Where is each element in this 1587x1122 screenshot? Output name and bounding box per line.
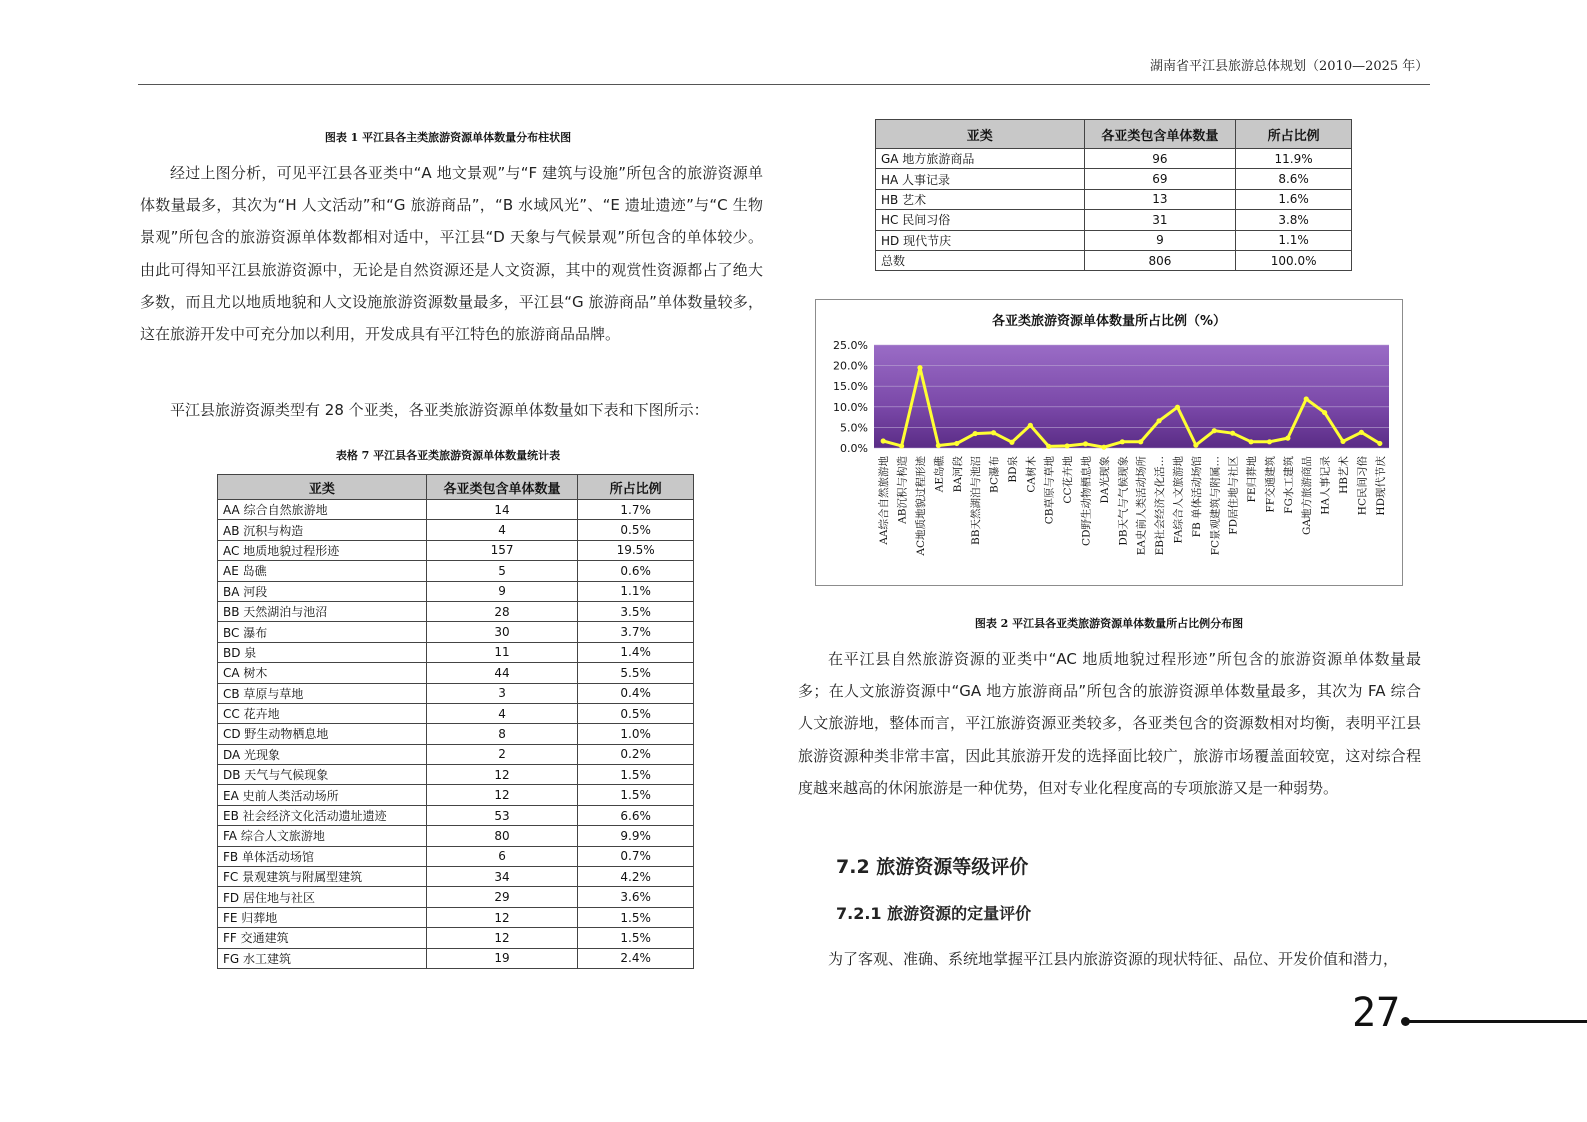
cell-subtype: DB 天气与气候现象 <box>218 765 427 785</box>
table-row <box>218 826 694 846</box>
header-divider <box>138 84 1430 85</box>
cell-ratio: 11.9% <box>1236 149 1352 169</box>
cell-count: 69 <box>1084 169 1236 189</box>
subtype-stats-table-continued <box>875 119 1352 271</box>
cell-subtype: CB 草原与草地 <box>218 683 427 703</box>
cell-subtype: FD 居住地与社区 <box>218 887 427 907</box>
table-row <box>218 805 694 825</box>
cell-count: 31 <box>1084 210 1236 230</box>
cell-ratio: 0.7% <box>578 846 694 866</box>
table-row <box>218 703 694 723</box>
x-category-label: FD居住地与社区 <box>1227 456 1240 535</box>
col-header-count: 各亚类包含单体数量 <box>1084 120 1236 149</box>
table-row <box>876 189 1352 209</box>
data-point <box>1248 439 1253 444</box>
cell-count: 4 <box>426 520 577 540</box>
cell-subtype: FE 归葬地 <box>218 907 427 927</box>
cell-count: 13 <box>1084 189 1236 209</box>
table-row <box>876 210 1352 230</box>
cell-subtype: FB 单体活动场馆 <box>218 846 427 866</box>
table-row <box>218 642 694 662</box>
data-point <box>1046 444 1051 449</box>
data-point <box>1101 445 1106 450</box>
table-row <box>218 622 694 642</box>
cell-ratio: 1.0% <box>578 724 694 744</box>
col-header-ratio: 所占比例 <box>578 475 694 500</box>
chart-title: 各亚类旅游资源单体数量所占比例（%） <box>991 314 1227 329</box>
x-category-label: CB草原与草地 <box>1043 456 1056 525</box>
cell-count: 19 <box>426 948 577 968</box>
table-row <box>218 500 694 520</box>
section-heading-7-2: 7.2 旅游资源等级评价 <box>836 856 1029 878</box>
data-point <box>1267 439 1272 444</box>
cell-ratio: 19.5% <box>578 540 694 560</box>
cell-count: 34 <box>426 867 577 887</box>
cell-subtype: EA 史前人类活动场所 <box>218 785 427 805</box>
y-tick-label: 15.0% <box>833 380 868 394</box>
table-row <box>876 230 1352 250</box>
cell-subtype: FG 水工建筑 <box>218 948 427 968</box>
cell-ratio: 1.5% <box>578 907 694 927</box>
paragraph-subtypes-intro: 平江县旅游资源类型有 28 个亚类，各亚类旅游资源单体数量如下表和下图所示： <box>170 401 709 419</box>
x-category-label: BC瀑布 <box>988 456 1001 493</box>
x-category-label: HC民间习俗 <box>1356 456 1369 516</box>
figure2-caption: 图表 2 平江县各亚类旅游资源单体数量所占比例分布图 <box>974 617 1244 630</box>
cell-count: 12 <box>426 785 577 805</box>
x-category-label: FG水工建筑 <box>1282 456 1295 514</box>
cell-ratio: 3.6% <box>578 887 694 907</box>
page-number: 27 <box>1352 990 1401 1036</box>
table-row <box>218 744 694 764</box>
cell-count: 4 <box>426 703 577 723</box>
data-point <box>1285 436 1290 441</box>
cell-count: 96 <box>1084 149 1236 169</box>
table-row <box>218 561 694 581</box>
cell-ratio: 1.4% <box>578 642 694 662</box>
cell-count: 53 <box>426 805 577 825</box>
col-header-subtype: 亚类 <box>218 475 427 500</box>
cell-ratio: 1.1% <box>578 581 694 601</box>
x-category-label: FC景观建筑与附属… <box>1209 456 1222 556</box>
cell-count: 3 <box>426 683 577 703</box>
cell-count: 9 <box>1084 230 1236 250</box>
cell-subtype: GA 地方旅游商品 <box>876 149 1085 169</box>
cell-ratio: 0.2% <box>578 744 694 764</box>
cell-ratio: 100.0% <box>1236 250 1352 270</box>
cell-ratio: 1.7% <box>578 500 694 520</box>
x-category-label: AA综合自然旅游地 <box>878 456 891 545</box>
cell-ratio: 3.8% <box>1236 210 1352 230</box>
table-row <box>218 663 694 683</box>
data-point <box>1009 440 1014 445</box>
y-tick-label: 25.0% <box>833 339 868 352</box>
ratio-line-chart <box>815 299 1403 586</box>
table-row <box>218 765 694 785</box>
x-category-label: FA综合人文旅游地 <box>1172 456 1185 544</box>
y-tick-label: 0.0% <box>840 442 868 455</box>
data-point <box>917 365 922 370</box>
cell-ratio: 3.5% <box>578 601 694 621</box>
x-category-label: HA人事记录 <box>1319 456 1332 515</box>
x-category-label: BB天然湖泊与池沼 <box>970 456 983 545</box>
paragraph-evaluation-intro: 为了客观、准确、系统地掌握平江县内旅游资源的现状特征、品位、开发价值和潜力， <box>828 950 1399 968</box>
cell-subtype: HB 艺术 <box>876 189 1085 209</box>
data-point <box>1322 410 1327 415</box>
table-row <box>876 149 1352 169</box>
cell-subtype: EB 社会经济文化活动遗址遗迹 <box>218 805 427 825</box>
x-category-label: AC地质地貌过程形迹 <box>914 456 927 556</box>
cell-count: 2 <box>426 744 577 764</box>
col-header-count: 各亚类包含单体数量 <box>426 475 577 500</box>
x-category-label: BD泉 <box>1006 456 1019 483</box>
data-point <box>1156 418 1161 423</box>
cell-ratio: 4.2% <box>578 867 694 887</box>
cell-count: 44 <box>426 663 577 683</box>
cell-subtype: FF 交通建筑 <box>218 928 427 948</box>
x-category-label: BA河段 <box>951 456 964 493</box>
cell-subtype: CD 野生动物栖息地 <box>218 724 427 744</box>
cell-ratio: 2.4% <box>578 948 694 968</box>
plot-area <box>874 345 1389 448</box>
x-category-label: FB 单体活动场馆 <box>1190 456 1203 538</box>
cell-count: 28 <box>426 601 577 621</box>
data-point <box>1359 430 1364 435</box>
cell-subtype: HA 人事记录 <box>876 169 1085 189</box>
data-point <box>1138 439 1143 444</box>
data-point <box>1065 443 1070 448</box>
cell-subtype: AE 岛礁 <box>218 561 427 581</box>
cell-ratio: 1.5% <box>578 928 694 948</box>
table-row <box>218 724 694 744</box>
table7-caption: 表格 7 平江县各亚类旅游资源单体数量统计表 <box>335 449 561 462</box>
x-category-label: DA光现象 <box>1098 456 1111 504</box>
table-row <box>218 540 694 560</box>
cell-subtype: DA 光现象 <box>218 744 427 764</box>
paragraph-conclusion: 在平江县自然旅游资源的亚类中“AC 地质地貌过程形迹”所包含的旅游资源单体数量最多；在人文旅游资源中“GA 地方旅游商品”所包含的旅游资源单体数量最多，其次为 FA 综合人文旅游地，整体而言，平江旅游资源亚类较多，各亚类包含的资源数相对均衡，表明平江县旅游资源种类非常丰富，因此其旅游开发的选择面比较广，旅游市场覆盖面较宽，这对综合程度越来越高的休闲旅游是一种优势，但对专业化程度高的专项旅游又是一种弱势。 <box>798 650 1421 797</box>
cell-subtype: BB 天然湖泊与池沼 <box>218 601 427 621</box>
col-header-ratio: 所占比例 <box>1236 120 1352 149</box>
table-row <box>218 907 694 927</box>
cell-subtype: BD 泉 <box>218 642 427 662</box>
cell-count: 12 <box>426 928 577 948</box>
table-row <box>218 867 694 887</box>
cell-subtype: HD 现代节庆 <box>876 230 1085 250</box>
cell-subtype: AB 沉积与构造 <box>218 520 427 540</box>
data-point <box>1120 439 1125 444</box>
x-category-label: CA树木 <box>1025 456 1038 493</box>
cell-ratio: 8.6% <box>1236 169 1352 189</box>
table-row <box>876 250 1352 270</box>
data-point <box>1028 423 1033 428</box>
cell-subtype: 总数 <box>876 250 1085 270</box>
table-row <box>876 169 1352 189</box>
cell-count: 29 <box>426 887 577 907</box>
data-point <box>1083 441 1088 446</box>
cell-count: 157 <box>426 540 577 560</box>
cell-subtype: BC 瀑布 <box>218 622 427 642</box>
data-point <box>1212 428 1217 433</box>
table-row <box>218 601 694 621</box>
table-row <box>218 683 694 703</box>
x-category-label: CC花卉地 <box>1062 456 1075 504</box>
cell-subtype: AC 地质地貌过程形迹 <box>218 540 427 560</box>
subsection-heading-7-2-1: 7.2.1 旅游资源的定量评价 <box>836 904 1032 923</box>
cell-ratio: 0.5% <box>578 520 694 540</box>
cell-ratio: 5.5% <box>578 663 694 683</box>
cell-ratio: 6.6% <box>578 805 694 825</box>
table-header-row <box>218 475 694 500</box>
cell-count: 12 <box>426 907 577 927</box>
cell-subtype: FC 景观建筑与附属型建筑 <box>218 867 427 887</box>
y-tick-label: 10.0% <box>833 400 868 414</box>
table-row <box>218 948 694 968</box>
cell-ratio: 0.6% <box>578 561 694 581</box>
x-category-label: FE归葬地 <box>1246 456 1259 503</box>
x-category-label: GA地方旅游商品 <box>1301 456 1314 535</box>
cell-count: 6 <box>426 846 577 866</box>
cell-subtype: CA 树木 <box>218 663 427 683</box>
x-category-label: AE岛礁 <box>933 456 946 493</box>
cell-ratio: 3.7% <box>578 622 694 642</box>
page-number-rule <box>1405 1020 1587 1023</box>
cell-subtype: HC 民间习俗 <box>876 210 1085 230</box>
document-header-title: 湖南省平江县旅游总体规划（2010—2025 年） <box>1150 59 1429 74</box>
data-point <box>936 443 941 448</box>
table-row <box>218 846 694 866</box>
cell-count: 5 <box>426 561 577 581</box>
table-header-row <box>876 120 1352 149</box>
cell-subtype: BA 河段 <box>218 581 427 601</box>
data-point <box>991 430 996 435</box>
data-point <box>973 431 978 436</box>
table-row <box>218 785 694 805</box>
cell-subtype: AA 综合自然旅游地 <box>218 500 427 520</box>
x-category-label: HD现代节庆 <box>1374 456 1387 516</box>
cell-ratio: 1.6% <box>1236 189 1352 209</box>
cell-count: 11 <box>426 642 577 662</box>
cell-count: 30 <box>426 622 577 642</box>
cell-count: 80 <box>426 826 577 846</box>
table-row <box>218 928 694 948</box>
x-category-label: AB沉积与构造 <box>896 456 909 524</box>
paragraph-analysis: 经过上图分析，可见平江县各亚类中“A 地文景观”与“F 建筑与设施”所包含的旅游资源单体数量最多，其次为“H 人文活动”和“G 旅游商品”，“B 水域风光”、“E 遗址遗迹”与“C 生物景观”所包含的旅游资源单体数都相对适中，平江县“D 天象与气候景观”所包含的单体较少。由此可得知平江县旅游资源中，无论是自然资源还是人文资源，其中的观赏性资源都占了绝大多数，而且尤以地质地貌和人文设施旅游资源数量最多，平江县“G 旅游商品”单体数量较多，这在旅游开发中可充分加以利用，开发成具有平江特色的旅游商品品牌。 <box>140 164 763 344</box>
data-point <box>1230 431 1235 436</box>
cell-count: 8 <box>426 724 577 744</box>
x-category-label: FF交通建筑 <box>1264 456 1277 513</box>
cell-count: 806 <box>1084 250 1236 270</box>
cell-subtype: FA 综合人文旅游地 <box>218 826 427 846</box>
y-tick-label: 5.0% <box>840 421 868 435</box>
cell-ratio: 1.1% <box>1236 230 1352 250</box>
data-point <box>1175 405 1180 410</box>
x-category-label: CD野生动物栖息地 <box>1080 456 1093 546</box>
cell-ratio: 9.9% <box>578 826 694 846</box>
y-tick-label: 20.0% <box>833 359 868 373</box>
data-point <box>899 443 904 448</box>
cell-ratio: 1.5% <box>578 765 694 785</box>
subtype-stats-table <box>217 474 694 969</box>
x-category-label: EA史前人类活动场所 <box>1135 456 1148 556</box>
cell-subtype: CC 花卉地 <box>218 703 427 723</box>
data-point <box>1193 443 1198 448</box>
cell-count: 14 <box>426 500 577 520</box>
data-point <box>1340 439 1345 444</box>
x-category-label: DB天气与气候现象 <box>1117 456 1130 546</box>
cell-ratio: 0.5% <box>578 703 694 723</box>
x-category-label: EB社会经济文化活… <box>1154 456 1167 556</box>
cell-ratio: 1.5% <box>578 785 694 805</box>
col-header-subtype: 亚类 <box>876 120 1085 149</box>
data-point <box>1377 441 1382 446</box>
cell-ratio: 0.4% <box>578 683 694 703</box>
table-row <box>218 520 694 540</box>
cell-count: 9 <box>426 581 577 601</box>
data-point <box>954 441 959 446</box>
data-point <box>881 438 886 443</box>
table-row <box>218 581 694 601</box>
cell-count: 12 <box>426 765 577 785</box>
table-row <box>218 887 694 907</box>
figure1-caption: 图表 1 平江县各主类旅游资源单体数量分布柱状图 <box>324 131 572 144</box>
data-point <box>1304 396 1309 401</box>
x-category-label: HB艺术 <box>1338 456 1351 494</box>
